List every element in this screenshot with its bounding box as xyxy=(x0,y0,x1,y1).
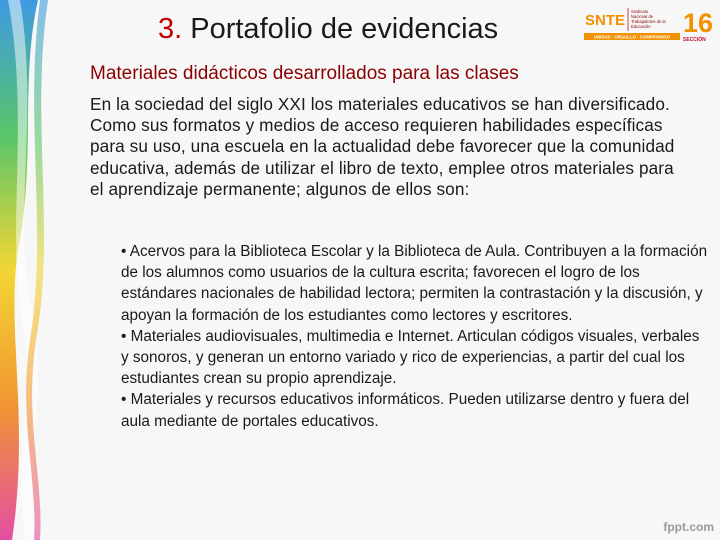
logo-acronym: SNTE xyxy=(585,12,626,29)
slide-subtitle: Materiales didácticos desarrollados para las clases xyxy=(90,63,519,84)
title-number: 3. xyxy=(158,13,183,45)
intro-paragraph: En la sociedad del siglo XXI los materiales educativos se han diversificado. Como sus formatos y medios de acceso requieren habilidades específicas para su uso, una escuela en la actualidad debe favorecer que la comunidad educativa, además de utilizar el libro de texto, emplee otros materiales para el aprendizaje permanente; algunos de ellos son: xyxy=(90,94,675,199)
logo-section-label: SECCIÓN xyxy=(683,37,706,43)
rainbow-ribbon-decoration xyxy=(0,0,70,540)
logo-org-name: Sindicato Nacional de Trabajadores de la Educación xyxy=(631,9,666,29)
slide-title xyxy=(158,13,498,46)
fppt-watermark: fppt.com xyxy=(663,520,714,534)
bullet-item-informaticos: • Materiales y recursos educativos informáticos. Pueden utilizarse dentro y fuera del aula mediante de portales educativos. xyxy=(121,391,690,430)
bullet-item-bibliotecas: • Acervos para la Biblioteca Escolar y la Biblioteca de Aula. Contribuyen a la formación de los alumnos como usuarios de la cultura escrita; favorecen el logro de los estándares nacionales de habilidad lectora; permiten la contrastación y la discusión, y apoyan la formación de los estudiantes como lectores y escritores. xyxy=(121,243,708,324)
bullet-item-audiovisuales: • Materiales audiovisuales, multimedia e Internet. Articulan códigos visuales, verbales y sonoros, y generan un entorno variado y rico de experiencias, a partir del cual los estudiantes crean su propio aprendizaje. xyxy=(121,327,700,388)
bullet-list xyxy=(121,241,709,432)
snte-section-16-logo xyxy=(582,5,717,45)
title-text: Portafolio de evidencias xyxy=(190,13,499,45)
logo-motto: UNIDAD · ORGULLO · COMPROMISO xyxy=(593,34,671,40)
logo-section-number: 16 xyxy=(683,8,714,38)
